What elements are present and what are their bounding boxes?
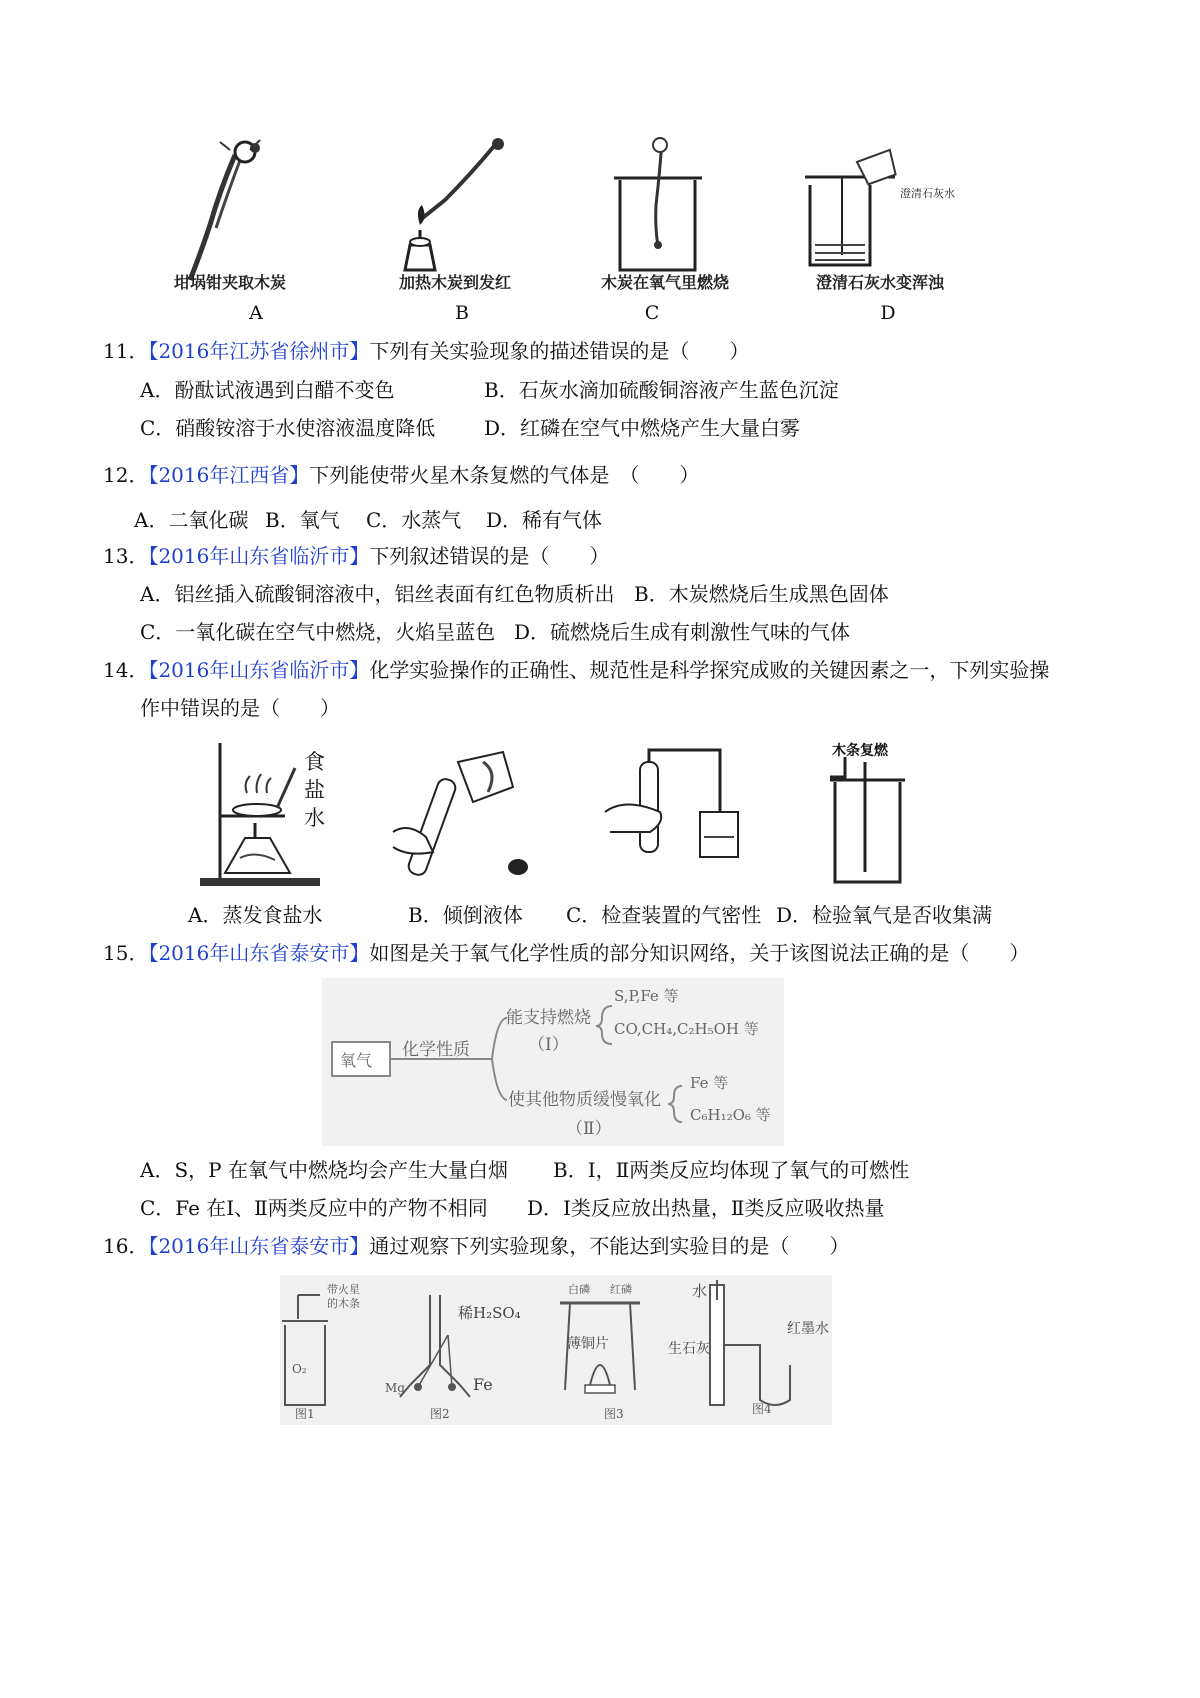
diagram-center: 氧气 (340, 1051, 373, 1070)
letter-c: C (644, 302, 660, 324)
question-source: 【2016年山东省临沂市】 (148, 544, 370, 568)
option-c: C．水蒸气 (366, 508, 462, 532)
question-number: 12． (103, 463, 149, 487)
label-o2: O₂ (292, 1362, 307, 1376)
option-d: D．检验氧气是否收集满 (776, 903, 993, 927)
label-splint: 带火星的木条 (327, 1283, 360, 1310)
option-c: C．检查装置的气密性 (566, 903, 762, 927)
option-d: D．硫燃烧后生成有刺激性气味的气体 (514, 620, 851, 644)
label-acid: 稀H₂SO₄ (458, 1304, 521, 1322)
wood-revive-label: 木条复燃 (832, 743, 888, 759)
question-number: 11． (103, 339, 149, 363)
question-number: 16． (103, 1234, 149, 1258)
fig-oxygen-full (820, 742, 920, 892)
question-stem: 化学实验操作的正确性、规范性是科学探究成败的关键因素之一，下列实验操 (369, 658, 1050, 682)
diagram-top-item-1: S,P,Fe 等 (614, 987, 679, 1005)
fig-3-label: 图3 (604, 1407, 624, 1421)
fig-4-label: 图4 (752, 1402, 772, 1416)
question-source: 【2016年江西省】 (148, 463, 310, 487)
fig-airtight-check (600, 742, 750, 892)
letter-b: B (455, 302, 469, 324)
question-15 (103, 939, 1029, 967)
label-fe: Fe (473, 1375, 493, 1394)
question-source: 【2016年山东省临沂市】 (148, 658, 370, 682)
caption-a: 坩埚钳夹取木炭 (173, 273, 286, 292)
diagram-top-item-2: CO,CH₄,C₂H₅OH 等 (614, 1020, 759, 1038)
letter-a: A (249, 302, 263, 324)
label-lime: 生石灰 (668, 1341, 710, 1357)
question-11 (103, 337, 749, 365)
option-b: B．木炭燃烧后生成黑色固体 (634, 582, 889, 606)
label-water: 水 (692, 1282, 708, 1300)
option-d: D．稀有气体 (486, 508, 603, 532)
option-b: B．Ⅰ，Ⅱ两类反应均体现了氧气的可燃性 (553, 1158, 910, 1182)
fig-1-label: 图1 (295, 1407, 315, 1421)
option-b: B．氧气 (265, 508, 340, 532)
question-stem: 下列能使带火星木条复燃的气体是 （ ） (309, 463, 700, 487)
diagram-branch: 化学性质 (402, 1040, 470, 1060)
question-13 (103, 542, 609, 570)
label-red-ink: 红墨水 (787, 1321, 829, 1337)
question-14-stem-cont: 作中错误的是（ ） (140, 696, 340, 720)
caption-c: 木炭在氧气里燃烧 (600, 273, 729, 292)
question-12 (103, 461, 699, 489)
fig-2-label: 图2 (430, 1407, 450, 1421)
question-number: 15． (103, 941, 149, 965)
question-number: 14． (103, 658, 149, 682)
option-b: B．石灰水滴加硫酸铜溶液产生蓝色沉淀 (484, 378, 839, 402)
option-d: D．红磷在空气中燃烧产生大量白雾 (484, 416, 801, 440)
salt-label-2: 盐 (304, 778, 325, 802)
question-stem: 通过观察下列实验现象，不能达到实验目的是（ ） (369, 1234, 850, 1258)
letter-d: D (880, 302, 896, 324)
salt-label-3: 水 (304, 806, 325, 830)
option-d: D．Ⅰ类反应放出热量，Ⅱ类反应吸收热量 (527, 1196, 885, 1220)
label-red-p: 红磷 (610, 1283, 632, 1296)
label-white-p: 白磷 (568, 1283, 590, 1296)
question-stem: 下列叙述错误的是（ ） (369, 544, 610, 568)
option-a: A．铝丝插入硫酸铜溶液中，铝丝表面有红色物质析出 (140, 582, 615, 606)
option-a: A．蒸发食盐水 (188, 903, 323, 927)
question-source: 【2016年江苏省徐州市】 (148, 339, 370, 363)
question-16 (103, 1232, 849, 1260)
question-stem: 如图是关于氧气化学性质的部分知识网络，关于该图说法正确的是（ ） (369, 941, 1030, 965)
diagram-top: 能支持燃烧 (506, 1008, 591, 1028)
limewater-pour-label: 澄清石灰水 (900, 187, 955, 200)
question-source: 【2016年山东省泰安市】 (148, 941, 370, 965)
question-stem: 下列有关实验现象的描述错误的是（ ） (369, 339, 750, 363)
option-c: C．硝酸铵溶于水使溶液温度降低 (140, 416, 436, 440)
label-mg: Mg (385, 1381, 405, 1395)
diagram-top-tag: （Ⅰ） (528, 1035, 569, 1055)
question-number: 13． (103, 544, 149, 568)
diagram-bottom-item-1: Fe 等 (690, 1074, 729, 1092)
option-b: B．倾倒液体 (408, 903, 523, 927)
option-a: A．酚酞试液遇到白醋不变色 (140, 378, 395, 402)
option-c: C．一氧化碳在空气中燃烧，火焰呈蓝色 (140, 620, 496, 644)
diagram-bottom: 使其他物质缓慢氧化 (508, 1090, 661, 1110)
diagram-bottom-tag: （Ⅱ） (566, 1119, 612, 1139)
question-14 (103, 656, 1049, 684)
label-copper: 薄铜片 (567, 1336, 609, 1352)
salt-label-1: 食 (304, 750, 325, 774)
fig-pour-liquid (388, 742, 548, 892)
option-a: A．二氧化碳 (134, 508, 249, 532)
diagram-bottom-item-2: C₆H₁₂O₆ 等 (690, 1106, 771, 1124)
option-a: A．S，P 在氧气中燃烧均会产生大量白烟 (140, 1158, 508, 1182)
caption-d: 澄清石灰水变浑浊 (815, 273, 944, 292)
caption-b: 加热木炭到发红 (398, 273, 511, 292)
option-c: C．Fe 在Ⅰ、Ⅱ两类反应中的产物不相同 (140, 1196, 488, 1220)
question-source: 【2016年山东省泰安市】 (148, 1234, 370, 1258)
